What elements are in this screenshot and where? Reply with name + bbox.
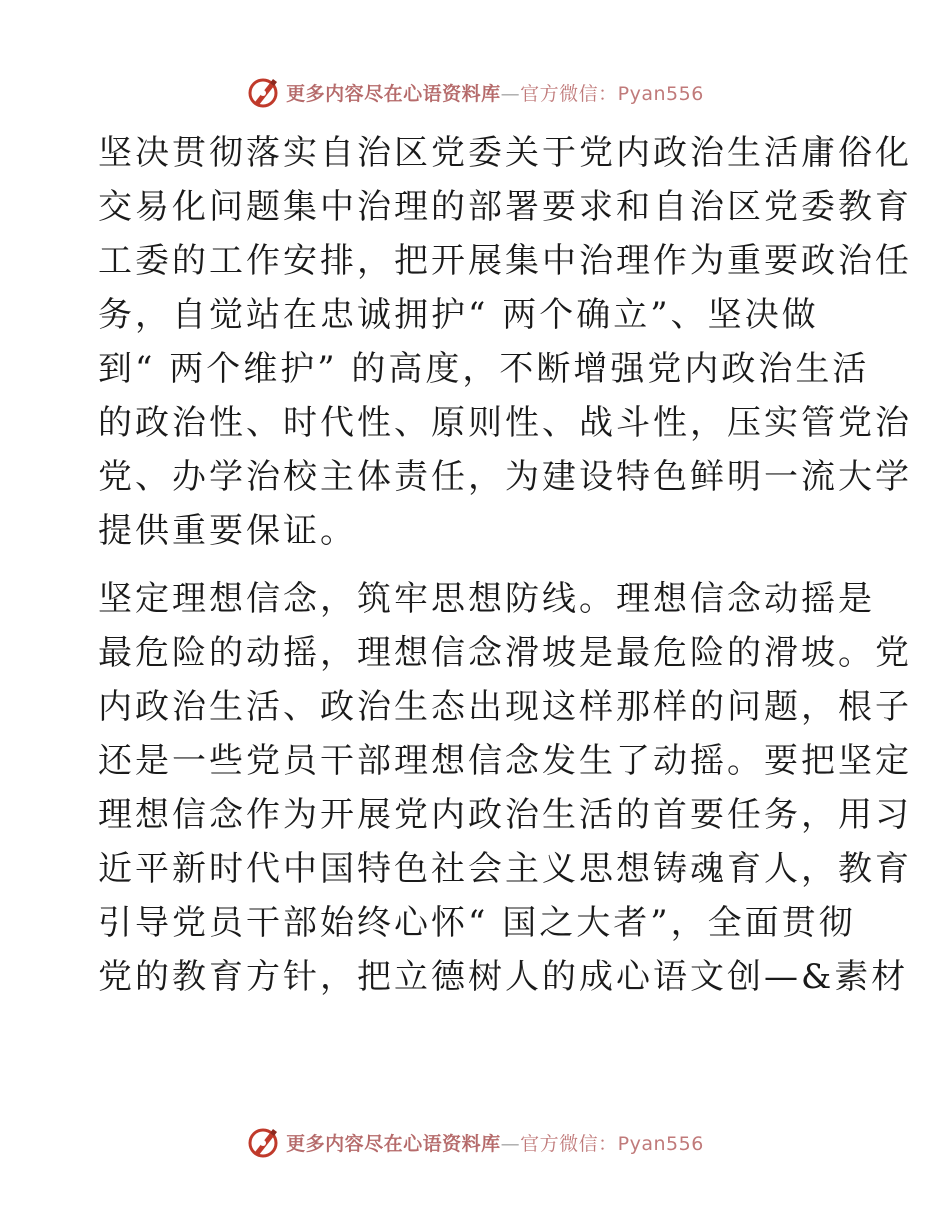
document-body (98, 126, 912, 1004)
footer-separator: — (500, 1132, 521, 1155)
text-line: 理想信念作为开展党内政治生活的首要任务，用习 (98, 795, 912, 835)
text-line: 交易化问题集中治理的部署要求和自治区党委教育 (98, 187, 912, 227)
text-line: 还是一些党员干部理想信念发生了动摇。要把坚定 (98, 741, 912, 781)
header-separator: — (500, 82, 521, 105)
text-line: 提供重要保证。 (98, 511, 357, 551)
header-contact: 官方微信：Pyan556 (520, 82, 704, 105)
pen-logo-icon (246, 75, 280, 109)
footer-contact: 官方微信：Pyan556 (520, 1132, 704, 1155)
paragraph-2 (98, 572, 912, 1004)
header-text (286, 79, 704, 106)
footer-text (286, 1129, 704, 1156)
header-banner-content (246, 75, 704, 109)
footer-banner-content (246, 1125, 704, 1159)
text-line: 的政治性、时代性、原则性、战斗性，压实管党治 (98, 403, 912, 443)
header-banner (0, 72, 950, 112)
header-brand: 更多内容尽在心语资料库 (286, 82, 501, 105)
text-line: 最危险的动摇，理想信念滑坡是最危险的滑坡。党 (98, 633, 912, 673)
text-line: 工委的工作安排，把开展集中治理作为重要政治任 (98, 241, 912, 281)
pen-logo-icon (246, 1125, 280, 1159)
text-line: 坚定理想信念，筑牢思想防线。理想信念动摇是 (98, 579, 875, 619)
paragraph-spacer (98, 558, 858, 572)
footer-brand: 更多内容尽在心语资料库 (286, 1132, 501, 1155)
paragraph-1 (98, 126, 912, 558)
text-line: 务，自觉站在忠诚拥护“ 两个确立”、坚决做 (98, 295, 819, 335)
text-line: 引导党员干部始终心怀“ 国之大者”，全面贯彻 (98, 903, 856, 943)
text-line: 党的教育方针，把立德树人的成心语文创—&素材 (98, 957, 909, 997)
text-line: 坚决贯彻落实自治区党委关于党内政治生活庸俗化 (98, 133, 912, 173)
text-line: 近平新时代中国特色社会主义思想铸魂育人，教育 (98, 849, 912, 889)
text-line: 到“ 两个维护” 的高度，不断增强党内政治生活 (98, 349, 870, 389)
footer-banner (0, 1122, 950, 1162)
text-line: 内政治生活、政治生态出现这样那样的问题，根子 (98, 687, 912, 727)
text-line: 党、办学治校主体责任，为建设特色鲜明一流大学 (98, 457, 912, 497)
